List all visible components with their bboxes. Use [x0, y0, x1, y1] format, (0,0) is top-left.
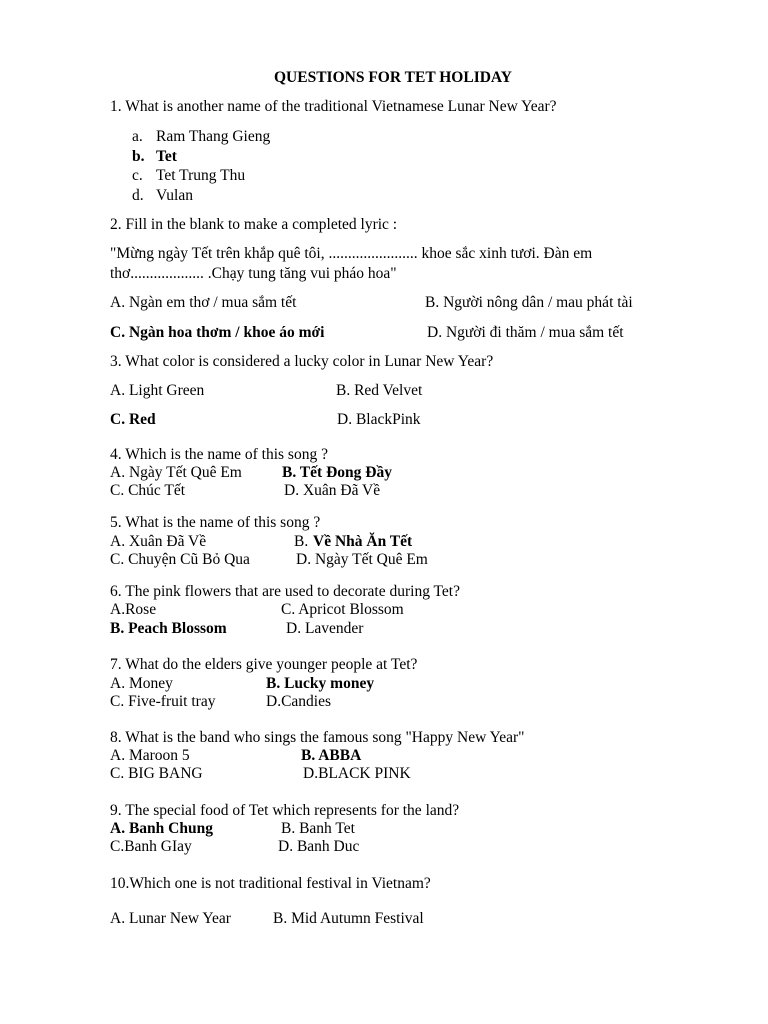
q9-option-d: D. Banh Duc [278, 838, 360, 855]
q9-option-c: C.Banh GIay [110, 838, 192, 855]
q1-option-b-letter: b. [132, 148, 145, 165]
question-9: 9. The special food of Tet which represents for the land? [110, 802, 460, 819]
q5-option-b-prefix: B. [294, 533, 309, 550]
q7-option-d: D.Candies [266, 693, 332, 710]
q7-option-a: A. Money [110, 675, 173, 692]
q1-option-c: Tet Trung Thu [156, 167, 246, 184]
question-6: 6. The pink flowers that are used to decorate during Tet? [110, 583, 460, 600]
q4-option-c: C. Chúc Tết [110, 482, 186, 499]
q7-option-c: C. Five-fruit tray [110, 693, 216, 710]
q2-option-d: D. Người đi thăm / mua sắm tết [427, 324, 624, 341]
q3-option-a: A. Light Green [110, 382, 205, 399]
q8-option-b-answer: B. ABBA [301, 747, 362, 764]
q3-option-c-answer: C. Red [110, 411, 156, 428]
q8-option-a: A. Maroon 5 [110, 747, 190, 764]
q8-option-c: C. BIG BANG [110, 765, 203, 782]
q1-option-a: Ram Thang Gieng [156, 128, 271, 145]
q2-option-b: B. Người nông dân / mau phát tài [425, 294, 633, 311]
q1-option-d: Vulan [156, 187, 193, 204]
q5-option-c: C. Chuyện Cũ Bỏ Qua [110, 551, 250, 568]
q6-option-d: D. Lavender [286, 620, 364, 637]
q1-option-b-answer: Tet [156, 148, 177, 165]
q8-option-d: D.BLACK PINK [303, 765, 411, 782]
page-title: QUESTIONS FOR TET HOLIDAY [274, 69, 512, 86]
q4-option-d: D. Xuân Đã Về [284, 482, 381, 499]
q5-option-b-answer: Về Nhà Ăn Tết [313, 533, 413, 550]
q5-option-a: A. Xuân Đã Về [110, 533, 207, 550]
question-1: 1. What is another name of the traditional Vietnamese Lunar New Year? [110, 98, 557, 115]
q7-option-b-answer: B. Lucky money [266, 675, 375, 692]
question-5: 5. What is the name of this song ? [110, 514, 321, 531]
question-8: 8. What is the band who sings the famous song "Happy New Year" [110, 729, 525, 746]
q10-option-b: B. Mid Autumn Festival [273, 910, 424, 927]
question-3: 3. What color is considered a lucky color in Lunar New Year? [110, 353, 494, 370]
q3-option-b: B. Red Velvet [336, 382, 423, 399]
q4-option-a: A. Ngày Tết Quê Em [110, 464, 242, 481]
q1-option-c-letter: c. [132, 167, 143, 184]
question-4: 4. Which is the name of this song ? [110, 446, 328, 463]
q10-option-a: A. Lunar New Year [110, 910, 231, 927]
q2-option-c-answer: C. Ngàn hoa thơm / khoe áo mới [110, 324, 325, 341]
q1-option-d-letter: d. [132, 187, 144, 204]
q2-lyric-line-1: "Mừng ngày Tết trên khắp quê tôi, ....................... khoe sắc xinh tươi. Đàn em [110, 245, 593, 262]
q6-option-a: A.Rose [110, 601, 157, 618]
q5-option-d: D. Ngày Tết Quê Em [296, 551, 428, 568]
q9-option-a-answer: A. Banh Chung [110, 820, 213, 837]
question-7: 7. What do the elders give younger people at Tet? [110, 656, 418, 673]
q9-option-b: B. Banh Tet [281, 820, 355, 837]
q6-option-b-answer: B. Peach Blossom [110, 620, 227, 637]
q3-option-d: D. BlackPink [337, 411, 421, 428]
q1-option-a-letter: a. [132, 128, 143, 145]
q2-option-a: A. Ngàn em thơ / mua sắm tết [110, 294, 297, 311]
question-2: 2. Fill in the blank to make a completed lyric : [110, 216, 398, 233]
q2-lyric-line-2: thơ................... .Chạy tung tăng vui pháo hoa" [110, 265, 397, 282]
q4-option-b-answer: B. Tết Đong Đầy [282, 464, 392, 481]
question-10: 10.Which one is not traditional festival in Vietnam? [110, 875, 431, 892]
q6-option-c: C. Apricot Blossom [281, 601, 404, 618]
